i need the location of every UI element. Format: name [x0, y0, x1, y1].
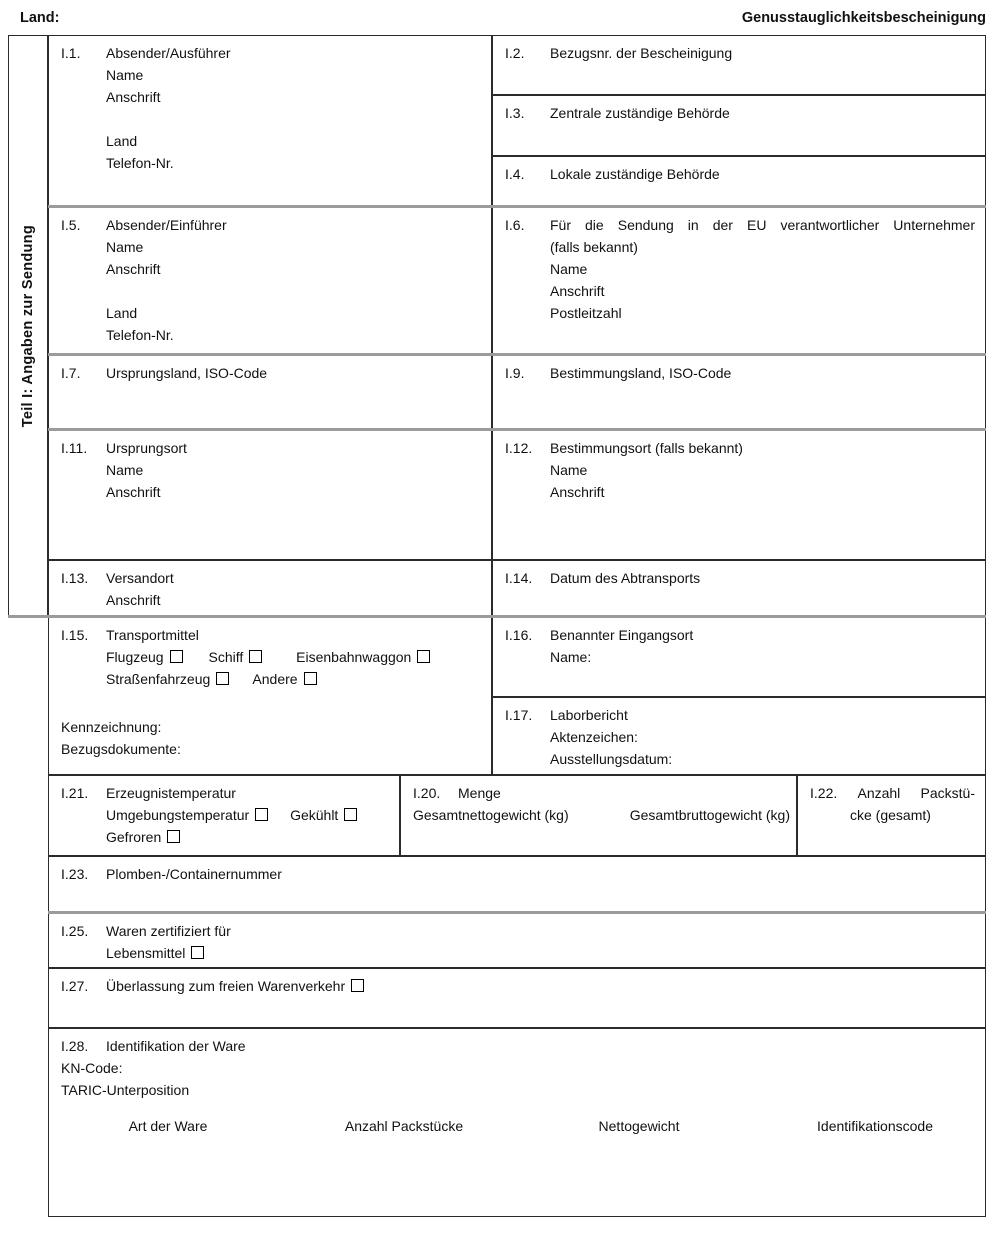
page-title: Genusstauglichkeitsbescheinigung: [741, 10, 986, 26]
field-title: Ursprungsort: [106, 440, 187, 456]
field-i2: [492, 35, 986, 95]
divider: [48, 911, 986, 914]
field-line: Ausstellungsdatum:: [550, 751, 673, 767]
field-title: Bestimmungsort (falls bekannt): [550, 440, 743, 456]
field-i6: [492, 207, 986, 355]
field-line: Postleitzahl: [550, 305, 622, 321]
field-line: Anschrift: [550, 283, 605, 299]
field-line: Telefon-Nr.: [106, 327, 174, 343]
field-number: I.3.: [505, 105, 525, 121]
field-line: Aktenzeichen:: [550, 729, 638, 745]
checkbox-ueberlassung[interactable]: [351, 979, 364, 992]
field-title: Versandort: [106, 570, 174, 586]
field-i3: [492, 95, 986, 156]
checkbox-option-umgebungstemperatur: [106, 807, 268, 823]
field-number: I.17.: [505, 707, 533, 723]
field-title: Packstü-: [920, 785, 975, 801]
field-number: I.1.: [61, 45, 81, 61]
field-line: Anschrift: [550, 484, 605, 500]
blank-line: [61, 690, 481, 716]
field-number: I.4.: [505, 166, 525, 182]
field-number: I.9.: [505, 365, 525, 381]
divider: [48, 205, 986, 208]
net-weight-label: Gesamtnettogewicht (kg): [413, 807, 569, 823]
field-title: Absender/Ausführer: [106, 45, 231, 61]
field-i12: [492, 430, 986, 560]
checkbox-option-gekuehlt: [290, 807, 357, 823]
field-i5: [48, 207, 492, 355]
field-i9: [492, 355, 986, 430]
checkbox-andere[interactable]: [304, 672, 317, 685]
field-i17: [492, 697, 986, 775]
field-title: Für die Sendung in der EU verantwortlicher Unternehmer: [550, 217, 975, 233]
checkbox-option-eisenbahnwaggon: [296, 649, 430, 665]
country-label: Land:: [20, 10, 60, 26]
field-line: TARIC-Unterposition: [61, 1082, 190, 1098]
field-title: Erzeugnistemperatur: [106, 785, 236, 801]
field-i20: [400, 775, 797, 856]
field-i16: [492, 617, 986, 697]
checkbox-eisenbahnwaggon[interactable]: [417, 650, 430, 663]
checkbox-label: Gekühlt: [290, 807, 339, 823]
field-line: Bezugsdokumente:: [61, 741, 181, 757]
field-line: Anschrift: [106, 89, 161, 105]
checkbox-label: Lebensmittel: [106, 945, 186, 961]
field-number: I.25.: [61, 923, 89, 939]
checkbox-umgebungstemperatur[interactable]: [255, 808, 268, 821]
field-title-continued: cke (gesamt): [850, 807, 931, 823]
field-i23: [48, 856, 986, 913]
field-i13: [48, 560, 492, 617]
field-i22: [797, 775, 986, 856]
field-line: Land: [106, 305, 138, 321]
field-title: Überlassung zum freien Warenverkehr: [106, 978, 346, 994]
field-title: Anzahl: [857, 785, 901, 801]
field-i14: [492, 560, 986, 617]
field-number: I.23.: [61, 866, 89, 882]
field-title: Benannter Eingangsort: [550, 627, 694, 643]
field-number: I.22.: [810, 785, 838, 801]
field-number: I.12.: [505, 440, 533, 456]
field-title: Transportmittel: [106, 627, 199, 643]
field-number: I.16.: [505, 627, 533, 643]
checkbox-label: Flugzeug: [106, 649, 164, 665]
field-number: I.13.: [61, 570, 89, 586]
divider: [48, 353, 986, 356]
field-line: Anschrift: [106, 484, 161, 500]
checkbox-strassenfahrzeug[interactable]: [216, 672, 229, 685]
field-number: I.20.: [413, 785, 441, 801]
field-number: I.2.: [505, 45, 525, 61]
checkbox-label: Eisenbahnwaggon: [296, 649, 412, 665]
divider: [48, 428, 986, 431]
column-header-anzahl-packstuecke: Anzahl Packstücke: [344, 1118, 464, 1134]
field-number: I.6.: [505, 217, 525, 233]
field-number: I.28.: [61, 1038, 89, 1054]
field-title: Laborbericht: [550, 707, 628, 723]
checkbox-option-andere: [252, 671, 316, 687]
field-line: Kennzeichnung:: [61, 719, 162, 735]
field-i11: [48, 430, 492, 560]
field-line: KN-Code:: [61, 1060, 123, 1076]
field-line: Telefon-Nr.: [106, 155, 174, 171]
field-title-continued: (falls bekannt): [550, 239, 638, 255]
field-number: I.15.: [61, 627, 89, 643]
checkbox-option-flugzeug: [106, 649, 183, 665]
field-i4: [492, 156, 986, 207]
gross-weight-label: Gesamtbruttogewicht (kg): [629, 807, 790, 823]
field-i27: [48, 968, 986, 1028]
checkbox-option-lebensmittel: [106, 945, 204, 961]
field-i7: [48, 355, 492, 430]
checkbox-option-strassenfahrzeug: [106, 671, 229, 687]
field-i28: [48, 1028, 986, 1217]
field-line: Land: [106, 133, 138, 149]
checkbox-flugzeug[interactable]: [170, 650, 183, 663]
part-one-sidebar: [8, 35, 48, 617]
field-line: Anschrift: [106, 592, 161, 608]
checkbox-label: Gefroren: [106, 829, 162, 845]
field-title: Waren zertifiziert für: [106, 923, 231, 939]
field-line: Name: [550, 462, 588, 478]
field-title: Zentrale zuständige Behörde: [550, 105, 730, 121]
field-title: Menge: [458, 785, 501, 801]
field-number: I.27.: [61, 978, 89, 994]
part-one-label: Teil I: Angaben zur Sendung: [20, 224, 36, 428]
field-line: Name: [106, 239, 144, 255]
column-header-identifikationscode: Identifikationscode: [817, 1118, 933, 1134]
field-line: Name: [550, 261, 588, 277]
field-i21: [48, 775, 400, 856]
checkbox-label: Schiff: [208, 649, 244, 665]
field-line: Name: [106, 67, 144, 83]
field-title: Lokale zuständige Behörde: [550, 166, 720, 182]
field-title: Plomben-/Containernummer: [106, 866, 282, 882]
checkbox-option-schiff: [208, 649, 262, 665]
checkbox-option-gefroren: [106, 829, 180, 845]
checkbox-label: Umgebungstemperatur: [106, 807, 250, 823]
field-title: Absender/Einführer: [106, 217, 227, 233]
field-i1: [48, 35, 492, 207]
field-number: I.11.: [61, 440, 88, 456]
field-line: Anschrift: [106, 261, 161, 277]
field-line: Name:: [550, 649, 592, 665]
checkbox-label: Andere: [252, 671, 298, 687]
checkbox-gefroren[interactable]: [167, 830, 180, 843]
field-i15: [48, 617, 492, 775]
field-title: Datum des Abtransports: [550, 570, 701, 586]
checkbox-lebensmittel[interactable]: [191, 946, 204, 959]
field-title: Identifikation der Ware: [106, 1038, 246, 1054]
field-number: I.7.: [61, 365, 81, 381]
field-number: I.21.: [61, 785, 89, 801]
field-number: I.5.: [61, 217, 81, 233]
checkbox-gekuehlt[interactable]: [344, 808, 357, 821]
blank-line: [61, 108, 481, 130]
checkbox-label: Straßenfahrzeug: [106, 671, 211, 687]
field-line: Name: [106, 462, 144, 478]
field-title: Bezugsnr. der Bescheinigung: [550, 45, 733, 61]
divider: [8, 615, 986, 618]
field-title: Ursprungsland, ISO-Code: [106, 365, 268, 381]
field-i25: [48, 913, 986, 968]
blank-line: [61, 280, 481, 302]
field-title: Bestimmungsland, ISO-Code: [550, 365, 732, 381]
column-header-nettogewicht: Nettogewicht: [598, 1118, 680, 1134]
column-header-art-der-ware: Art der Ware: [128, 1118, 208, 1134]
field-number: I.14.: [505, 570, 533, 586]
checkbox-schiff[interactable]: [249, 650, 262, 663]
